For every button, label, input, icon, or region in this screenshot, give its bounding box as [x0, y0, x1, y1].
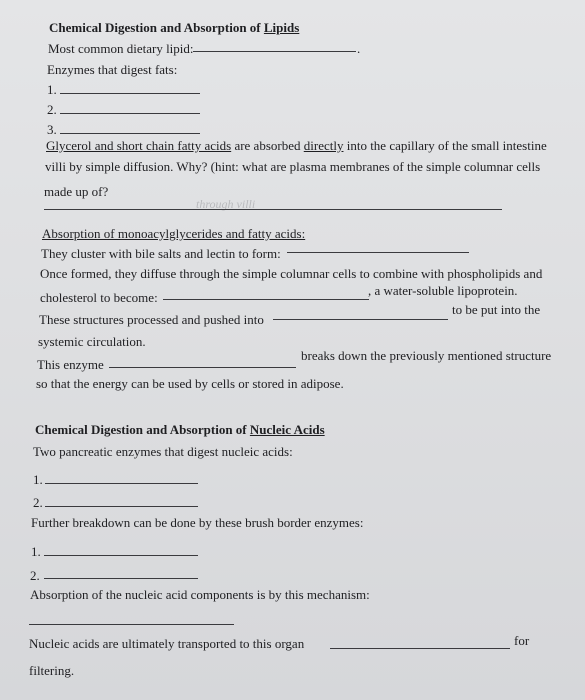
transported-organ-label: Nucleic acids are ultimately transported to this organ: [29, 636, 305, 651]
energy-text: so that the energy can be used by cells or stored in adipose.: [36, 376, 344, 391]
breaks-down-text: breaks down the previously mentioned structure: [301, 348, 552, 363]
cholesterol-label: cholesterol to become:: [40, 290, 158, 305]
monoacylglyceride-heading: Absorption of monoacylglycerides and fatty acids:: [42, 226, 306, 241]
bleed-through-text: through villi: [196, 197, 256, 211]
glycerol-question-line-2: villi by simple diffusion. Why? (hint: what are plasma membranes of the simple columnar cells: [45, 159, 541, 174]
lipase-blank[interactable]: [109, 367, 296, 368]
absorption-mechanism-blank[interactable]: [29, 624, 234, 625]
cluster-label: They cluster with bile salts and lectin to form:: [41, 246, 281, 261]
fat-enzyme-blank-3[interactable]: [60, 133, 200, 134]
most-common-lipid-period: .: [357, 41, 361, 56]
brush-border-label: Further breakdown can be done by these brush border enzymes:: [31, 515, 364, 530]
enzymes-fats-label: Enzymes that digest fats:: [47, 62, 178, 77]
nuclease-number-2: 2.: [33, 495, 43, 510]
nuclease-blank-2[interactable]: [45, 506, 198, 507]
once-formed-line: Once formed, they diffuse through the simple columnar cells to combine with phospholipids and: [40, 266, 543, 281]
lipoprotein-text: , a water-soluble lipoprotein.: [368, 283, 518, 298]
brush-enzyme-number-2: 2.: [30, 568, 40, 583]
pancreatic-enzymes-label: Two pancreatic enzymes that digest nucleic acids:: [33, 444, 293, 459]
nucleic-heading: Chemical Digestion and Absorption of Nucleic Acids: [35, 422, 325, 437]
most-common-lipid-label: Most common dietary lipid:: [48, 41, 194, 56]
nuclease-blank-1[interactable]: [45, 483, 198, 484]
fat-enzyme-number-3: 3.: [47, 122, 57, 137]
lymph-vessel-blank[interactable]: [273, 319, 448, 320]
for-text: for: [514, 633, 530, 648]
lipids-heading-underlined: Lipids: [263, 20, 300, 35]
this-enzyme-label: This enzyme: [37, 357, 104, 372]
lipids-heading: Chemical Digestion and Absorption of Lipids: [49, 20, 300, 35]
brush-enzyme-blank-2[interactable]: [44, 578, 198, 579]
processed-label: These structures processed and pushed into: [39, 312, 264, 327]
micelle-blank[interactable]: [287, 252, 469, 253]
absorption-mechanism-label: Absorption of the nucleic acid components is by this mechanism:: [30, 587, 370, 602]
organ-blank[interactable]: [330, 648, 510, 649]
brush-enzyme-number-1: 1.: [31, 544, 41, 559]
fat-enzyme-blank-2[interactable]: [60, 113, 200, 114]
put-into-text: to be put into the: [452, 302, 541, 317]
fat-enzyme-number-2: 2.: [47, 102, 57, 117]
nuclease-number-1: 1.: [33, 472, 43, 487]
glycerol-answer-blank[interactable]: [44, 209, 502, 210]
filtering-text: filtering.: [29, 663, 75, 678]
lipoprotein-blank[interactable]: [163, 299, 369, 300]
fat-enzyme-number-1: 1.: [47, 82, 57, 97]
fat-enzyme-blank-1[interactable]: [60, 93, 200, 94]
glycerol-question-line-1: Glycerol and short chain fatty acids are absorbed directly into the capillary of the small intestine: [46, 138, 547, 153]
glycerol-question-line-3: made up of?: [44, 184, 109, 199]
brush-enzyme-blank-1[interactable]: [44, 555, 198, 556]
systemic-circulation-text: systemic circulation.: [38, 334, 146, 349]
nucleic-heading-underlined: Nucleic Acids: [249, 422, 325, 437]
most-common-lipid-blank[interactable]: [193, 51, 356, 52]
